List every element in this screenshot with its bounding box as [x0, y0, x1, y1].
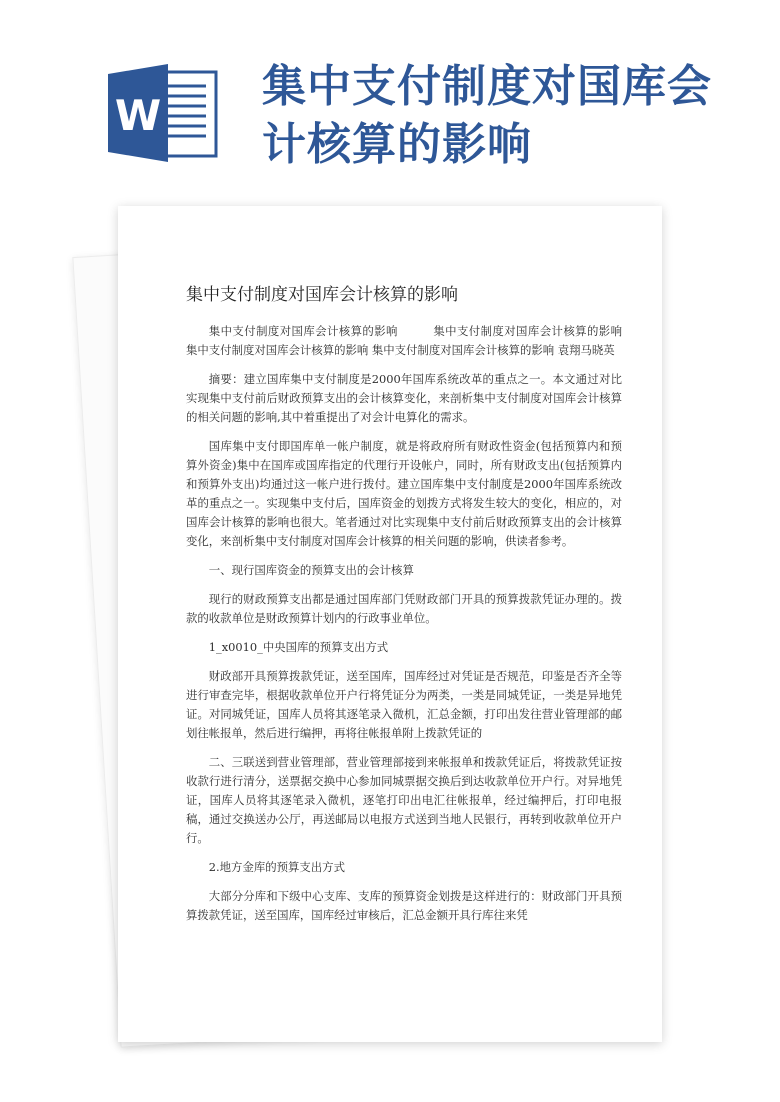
banner-title-line1: 集中支付制度对国库会 [262, 61, 712, 112]
document-paragraph: 大部分分库和下级中心支库、支库的预算资金划拨是这样进行的：财政部门开具预算拨款凭证，送至国库，国库经过审核后，汇总金额开具行库往来凭 [186, 889, 622, 922]
banner-title-line2: 计核算的影响 [262, 119, 532, 170]
document-page [118, 206, 714, 1042]
banner-title [262, 58, 762, 174]
word-document-icon [108, 64, 224, 162]
document-title: 集中支付制度对国库会计核算的影响 [186, 285, 458, 305]
document-paragraph: 集中支付制度对国库会计核算的影响 集中支付制度对国库会计核算的影响 集中支付制度对国库会计核算的影响 集中支付制度对国库会计核算的影响 袁翔马晓英 [186, 324, 714, 357]
document-paragraph: 现行的财政预算支出都是通过国库部门凭财政部门开具的预算拨款凭证办理的。拨款的收款单位是财政预算计划内的行政事业单位。 [186, 592, 622, 625]
document-paragraph: 国库集中支付即国库单一帐户制度，就是将政府所有财政性资金(包括预算内和预算外资金)集中在国库或国库指定的代理行开设帐户，同时，所有财政支出(包括预算内和预算外支出)均通过这一帐户进行拨付。建立国库集中支付制度是2000年国库系统改革的重点之一。实现集中支付后，国库资金的划拨方式将发生较大的变化，相应的，对国库会计核算的影响也很大。笔者通过对比实现集中支付前后财政预算支出的会计核算变化，来剖析集中支付制度对国库会计核算的相关问题的影响，供读者参考。 [186, 439, 622, 548]
subsection-heading: 2.地方金库的预算支出方式 [208, 860, 345, 874]
word-icon-letter: W [114, 91, 162, 140]
document-paragraph: 二、三联送到营业管理部，营业管理部接到来帐报单和拨款凭证后，将拨款凭证按收款行进行清分，送票据交换中心参加同城票据交换后到达收款单位开户行。对异地凭证，国库人员将其逐笔录入微机，逐笔打印出电汇往帐报单，经过编押后，打印电报稿，通过交换送办公厅，再送邮局以电报方式送到当地人民银行，再转到收款单位开户行。 [186, 755, 622, 845]
section-heading: 一、现行国库资金的预算支出的会计核算 [208, 563, 414, 577]
document-body [186, 322, 714, 935]
subsection-heading: 1_x0010_中央国库的预算支出方式 [208, 640, 389, 654]
abstract-paragraph: 摘要：建立国库集中支付制度是2000年国库系统改革的重点之一。本文通过对比实现集中支付前后财政预算支出的会计核算变化，来剖析集中支付制度对国库会计核算的相关问题的影响,其中着重提出了对会计电算化的需求。 [186, 372, 622, 424]
document-paragraph: 财政部开具预算拨款凭证，送至国库，国库经过对凭证是否规范，印鉴是否齐全等进行审查完毕，根据收款单位开户行将凭证分为两类，一类是同城凭证，一类是异地凭证。对同城凭证，国库人员将其逐笔录入微机，汇总金额，打印出发往营业管理部的邮划往帐报单，然后进行编押，再将往帐报单附上拨款凭证的 [186, 669, 622, 740]
